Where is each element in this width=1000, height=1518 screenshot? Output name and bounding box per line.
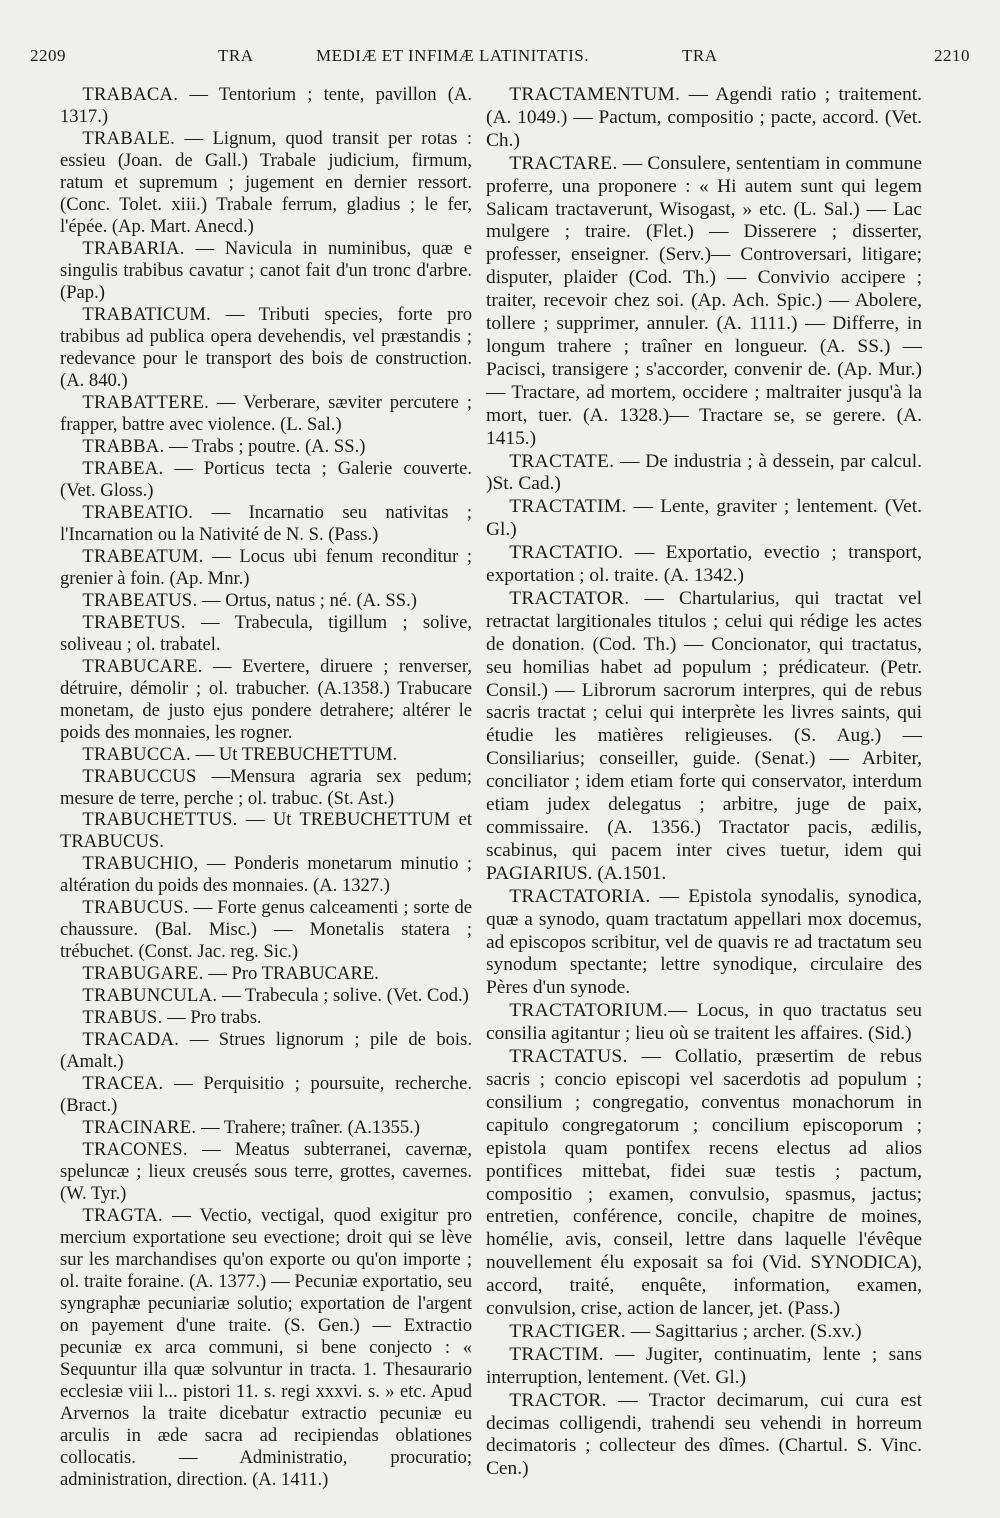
- entry-headword: TRACTARE.: [509, 152, 618, 174]
- entry-headword: TRACTATIO.: [509, 542, 624, 564]
- entry-headword: TRACADA.: [82, 1029, 180, 1051]
- entry-headword: TRACTATE.: [509, 450, 615, 472]
- entry-headword: TRACTATORIA.: [509, 885, 651, 907]
- dictionary-entry: [486, 1344, 922, 1390]
- dictionary-entry: [486, 542, 922, 588]
- right-column: [486, 84, 922, 1481]
- page-number-right: 2210: [934, 46, 970, 65]
- entry-headword: TRABEATIO.: [82, 501, 194, 523]
- entry-headword: TRACTAMENTUM.: [509, 84, 681, 105]
- entry-headword: TRABEATUS.: [82, 589, 198, 611]
- entry-definition: — Exportatio, evectio ; transport, exportation ; ol. traite. (A. 1342.): [486, 542, 922, 587]
- dictionary-entry: [60, 1007, 472, 1029]
- dictionary-entry: [60, 392, 472, 436]
- entry-definition: — Ponderis monetarum minutio ; altération du poids des monnaies. (A. 1327.): [60, 853, 472, 897]
- entry-headword: TRACONES.: [82, 1139, 188, 1161]
- entry-headword: TRABATTERE.: [82, 391, 210, 413]
- dictionary-entry: [60, 84, 472, 128]
- entry-headword: TRABUCHETTUS.: [82, 809, 238, 831]
- dictionary-entry: [60, 458, 472, 502]
- entry-definition: — Strues lignorum ; pile de bois. (Amalt.): [60, 1029, 472, 1073]
- entry-headword: TRACTIM.: [509, 1343, 604, 1365]
- entry-headword: TRABUGARE.: [82, 963, 204, 985]
- dictionary-entry: [60, 963, 472, 985]
- entry-headword: TRACINARE.: [82, 1117, 197, 1139]
- entry-definition: — Locus, in quo tractatus seu consilia agitantur ; lieu où se traitent les affaires. (Sid.): [486, 1000, 922, 1045]
- entry-definition: — Incarnatio seu nativitas ; l'Incarnation ou la Nativité de N. S. (Pass.): [60, 501, 472, 545]
- entry-definition: — Pro TRABUCARE.: [203, 963, 379, 985]
- entry-definition: — Tributi species, forte pro trabibus ad publica opera devehendis, vel præstandis ; redevance pour le transport des bois de construction. (A. 840.): [60, 303, 472, 391]
- entry-definition: — Lente, graviter ; lentement. (Vet. Gl.): [486, 496, 922, 541]
- entry-definition: — Trabecula, tigillum ; solive, soliveau ; ol. trabatel.: [60, 611, 472, 655]
- entry-definition: — Evertere, diruere ; renverser, détruire, démolir ; ol. trabucher. (A.1358.) Trabucare monetam, de justo ejus pondere detrahere; altérer le poids des monnaies, les rogner.: [60, 655, 472, 743]
- dictionary-entry: [60, 897, 472, 963]
- entry-definition: — Tractor decimarum, cui cura est decimas colligendi, trahendi seu vehendi in horreum decimatoris ; collecteur des dîmes. (Chartul. S. Vinc. Cen.): [486, 1389, 922, 1480]
- entry-definition: — Porticus tecta ; Galerie couverte. (Vet. Gloss.): [60, 457, 472, 501]
- running-head-right: TRA: [682, 46, 718, 65]
- dictionary-entry: [60, 1205, 472, 1491]
- entry-headword: TRABUCCUS: [82, 765, 197, 787]
- dictionary-entry: [60, 656, 472, 744]
- dictionary-entry: [60, 985, 472, 1007]
- dictionary-entry: [486, 1046, 922, 1321]
- entry-headword: TRABACA.: [82, 84, 179, 105]
- entry-definition: —Mensura agraria sex pedum; mesure de terre, perche ; ol. trabuc. (St. Ast.): [60, 765, 472, 809]
- entry-headword: TRABUS.: [82, 1007, 163, 1029]
- entry-headword: TRACTIGER.: [509, 1320, 626, 1342]
- dictionary-entry: [486, 588, 922, 886]
- dictionary-entry: [486, 84, 922, 153]
- entry-definition: — Ortus, natus ; né. (A. SS.): [197, 589, 417, 611]
- entry-headword: TRACTATUS.: [509, 1046, 628, 1068]
- dictionary-entry: [486, 886, 922, 1001]
- entry-headword: TRABUCARE.: [82, 655, 203, 677]
- entry-definition: — Navicula in numinibus, quæ e singulis trabibus cavatur ; canot fait d'un tronc d'arbre. (Pap.): [60, 237, 472, 303]
- dictionary-entry: [486, 496, 922, 542]
- entry-headword: TRACTOR.: [509, 1389, 607, 1411]
- entry-headword: TRABALE.: [82, 127, 176, 149]
- entry-headword: TRACEA.: [82, 1073, 164, 1095]
- dictionary-entry: [486, 1000, 922, 1046]
- entry-definition: — Pro trabs.: [162, 1007, 262, 1029]
- dictionary-entry: [486, 1390, 922, 1482]
- page-number-left: 2209: [30, 46, 66, 65]
- dictionary-entry: [60, 1117, 472, 1139]
- entry-definition: — Chartularius, qui tractat vel retractat largitionales titulos ; celui qui rédige les actes de donation. (Cod. Th.) — Concionator, qui tractatus, seu homilias habet ad populum ; prédicateur. (Petr. Consil.) — Librorum sacrorum interpres, qui de rebus sacris tractat ; celui qui interprète les livres saints, qui étudie les matières religieuses. (S. Aug.) — Consiliarius; conseiller, guide. (Senat.) — Arbiter, conciliator ; idem etiam forte qui conservator, interdum etiam judex delegatus ; arbitre, juge de paix, commissaire. (A. 1356.) Tractator pacis, ædilis, scabinus, qui pacem inter cives tuetur, idem qui PAGIARIUS. (A.1501.: [486, 587, 922, 884]
- entry-definition: — Epistola synodalis, synodica, quæ a synodo, quam tractatum appellari mox docemus, ad episcopos scribitur, vel de quavis re ad tractatum seu synodum spectante; lettre synodique, circulaire des Pères d'un synode.: [486, 885, 922, 999]
- dictionary-entry: [486, 451, 922, 497]
- dictionary-entry: [60, 612, 472, 656]
- left-column: [60, 84, 472, 1491]
- entry-definition: — Collatio, præsertim de rebus sacris ; concio episcopi vel sacerdotis ad populum ; consilium ; congregatio, conventus monachorum in capitulo congregatorum ; concilium episcoporum ; epistola quam pontifex recens electus ad alios pontifices mittebat, fidei suæ testis ; pactum, compositio ; examen, convulsio, spasmus, jactus; entretien, conférence, concile, chapitre de moines, homélie, avis, conseil, lettre dans laquelle l'évêque nouvellement élu exposait sa foi (Vid. SYNODICA), accord, traité, enquête, information, examen, convulsion, crise, action de lancer, jet. (Pass.): [486, 1046, 922, 1320]
- entry-headword: TRABBA.: [82, 435, 165, 457]
- dictionary-entry: [60, 128, 472, 238]
- entry-headword: TRABEA.: [82, 457, 164, 479]
- entry-headword: TRABUNCULA.: [82, 985, 218, 1007]
- entry-definition: — Ut TREBUCHETTUM et TRABUCUS.: [60, 809, 472, 853]
- entry-definition: — Locus ubi fenum reconditur ; grenier à foin. (Ap. Mnr.): [60, 545, 472, 589]
- entry-headword: TRACTATOR.: [509, 587, 630, 609]
- entry-headword: TRABUCUS.: [82, 897, 189, 919]
- dictionary-entry: [60, 744, 472, 766]
- entry-headword: TRABATICUM.: [82, 303, 212, 325]
- entry-definition: — Jugiter, continuatim, lente ; sans interruption, lentement. (Vet. Gl.): [486, 1343, 922, 1388]
- entry-headword: TRABUCHIO,: [82, 853, 199, 875]
- entry-definition: — De industria ; à dessein, par calcul. )St. Cad.): [486, 450, 922, 495]
- dictionary-entry: [60, 304, 472, 392]
- running-header: [30, 46, 970, 74]
- dictionary-entry: [486, 1321, 922, 1344]
- entry-definition: — Consulere, sententiam in commune proferre, una proponere : « Hi autem sunt qui legem Salicam tractaverunt, Wisogast, » etc. (L. Sal.) — Lac mulgere ; traire. (Flet.) — Disserere ; disserter, professer, enseigner. (Serv.)— Controversari, litigare; disputer, plaider (Cod. Th.) — Convivio accipere ; traiter, recevoir chez soi. (Ap. Ach. Spic.) — Abolere, tollere ; supprimer, annuler. (A. 1111.) — Differre, in longum trahere ; traîner en longueur. (A. SS.) — Pacisci, transigere ; s'accorder, convenir de. (Ap. Mur.) — Tractare, ad mortem, occidere ; maltraiter jusqu'à la mort, tuer. (A. 1328.)— Tractare se, se gerere. (A. 1415.): [486, 152, 922, 449]
- dictionary-entry: [60, 238, 472, 304]
- dictionary-entry: [60, 1073, 472, 1117]
- running-title: MEDIÆ ET INFIMÆ LATINITATIS.: [316, 46, 589, 65]
- entry-definition: — Trabecula ; solive. (Vet. Cod.): [217, 985, 469, 1007]
- dictionary-entry: [60, 436, 472, 458]
- dictionary-entry: [60, 766, 472, 810]
- entry-definition: — Tentorium ; tente, pavillon (A. 1317.): [60, 84, 472, 127]
- entry-definition: — Agendi ratio ; traitement. (A. 1049.) — Pactum, compositio ; pacte, accord. (Vet. Ch.): [486, 84, 922, 151]
- entry-definition: — Sagittarius ; archer. (S.xv.): [625, 1320, 862, 1342]
- running-head-left: TRA: [218, 46, 254, 65]
- entry-definition: — Meatus subterranei, cavernæ, speluncæ ; lieux creusés sous terre, grottes, cavernes. (W. Tyr.): [60, 1139, 472, 1205]
- entry-definition: — Vectio, vectigal, quod exigitur pro mercium exportatione seu evectione; droit qui se lève sur les marchandises qu'on exporte ou qu'on importe ; ol. traite foraine. (A. 1377.) — Pecuniæ exportatio, seu syngraphæ pecuniariæ solutio; exportation de l'argent on payement d'une traite. (S. Gen.) — Extractio pecuniæ ex arca communi, si bene conjecto : « Sequuntur illa quæ solvuntur in tracta. 1. Thesaurario ecclesiæ viii l... pistori 11. s. regi xxxvi. s. » etc. Apud Arvernos la traite dicebatur extractio pecuniæ eu arculis in æde sacra ad recipiendas oblationes collocatis. — Administratio, procuratio; administration, direction. (A. 1411.): [60, 1205, 472, 1491]
- dictionary-entry: [60, 546, 472, 590]
- dictionary-entry: [60, 853, 472, 897]
- dictionary-entry: [486, 153, 922, 451]
- dictionary-entry: [60, 1029, 472, 1073]
- dictionary-entry: [60, 1139, 472, 1205]
- entry-definition: — Trabs ; poutre. (A. SS.): [164, 435, 366, 457]
- dictionary-entry: [60, 502, 472, 546]
- entry-definition: — Ut TREBUCHETTUM.: [190, 743, 398, 765]
- entry-headword: TRABARIA.: [82, 237, 185, 259]
- entry-definition: — Verberare, sæviter percutere ; frapper, battre avec violence. (L. Sal.): [60, 391, 472, 435]
- entry-headword: TRACTATORIUM.: [509, 1000, 669, 1022]
- dictionary-entry: [60, 590, 472, 612]
- entry-headword: TRABETUS.: [82, 611, 186, 633]
- entry-definition: — Perquisitio ; poursuite, recherche. (Bract.): [60, 1073, 472, 1117]
- entry-headword: TRAGTA.: [82, 1205, 163, 1227]
- entry-headword: TRABUCCA.: [82, 743, 191, 765]
- entry-definition: — Forte genus calceamenti ; sorte de chaussure. (Bal. Misc.) — Monetalis statera ; trébuchet. (Const. Jac. reg. Sic.): [60, 897, 472, 963]
- entry-headword: TRACTATIM.: [509, 496, 627, 518]
- entry-headword: TRABEATUM.: [82, 545, 204, 567]
- entry-definition: — Trahere; traîner. (A.1355.): [196, 1117, 420, 1139]
- entry-definition: — Lignum, quod transit per rotas : essieu (Joan. de Gall.) Trabale judicium, firmum, ratum et supremum ; jugement en dernier ressort. (Conc. Tolet. xiii.) Trabale ferrum, gladius ; le fer, l'épée. (Ap. Mart. Anecd.): [60, 127, 472, 237]
- dictionary-entry: [60, 809, 472, 853]
